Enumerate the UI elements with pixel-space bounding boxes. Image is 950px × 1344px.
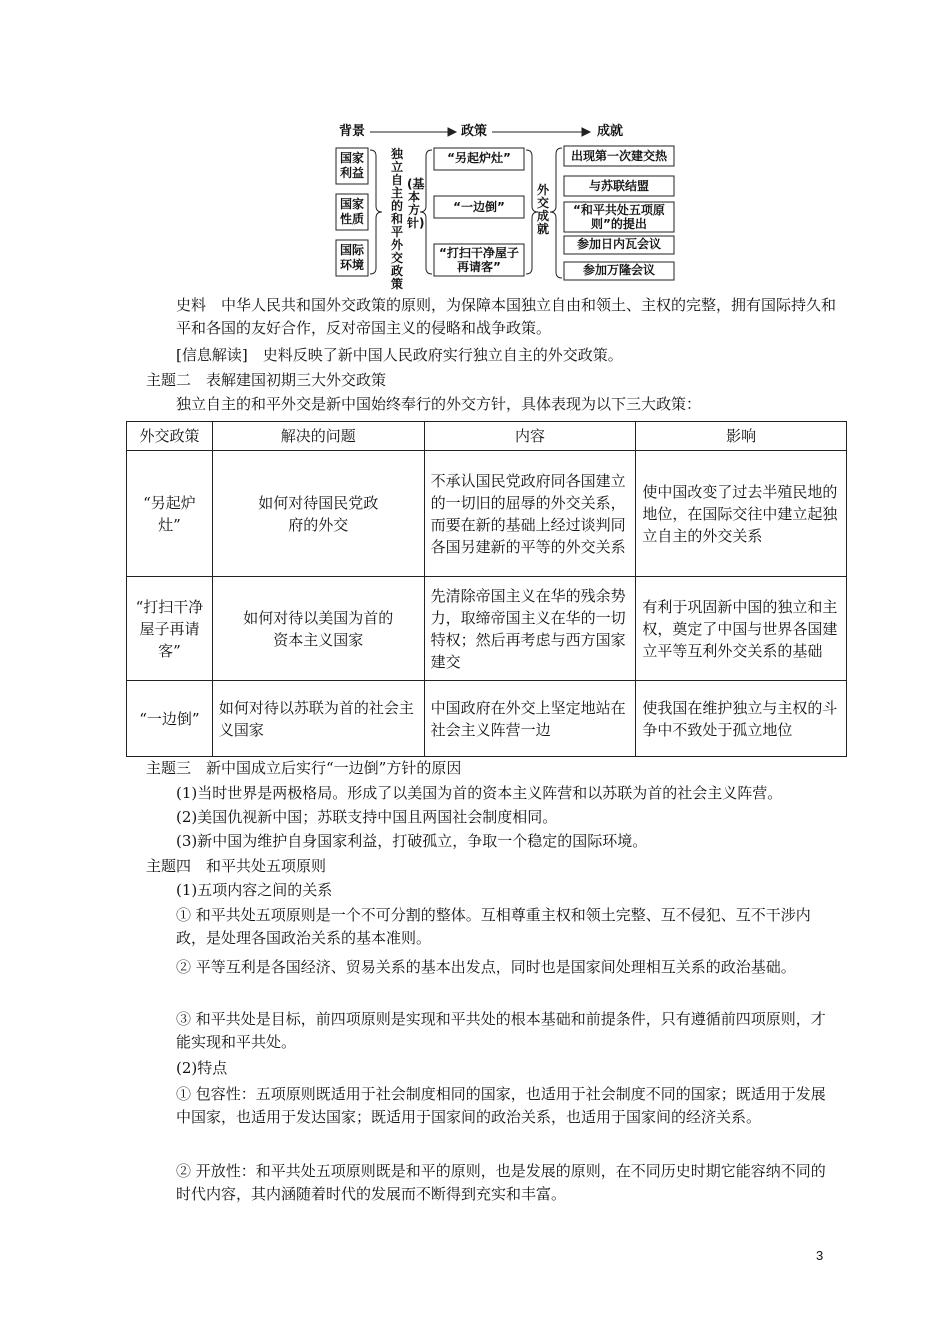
achievement-box-2: 与苏联结盟: [588, 179, 649, 193]
theme2-title: 主题二 表解建国初期三大外交政策: [146, 371, 387, 389]
page-number: 3: [816, 1248, 824, 1263]
policy-box-2: “一边倒”: [453, 200, 505, 214]
theme3-item-1: (1)当时世界是两极格局。形成了以美国为首的资本主义阵营和以苏联为首的社会主义阵营。: [176, 784, 783, 802]
col-header-policy: 外交政策: [127, 422, 213, 451]
cell-content: 中国政府在外交上坚定地站在社会主义阵营一边: [424, 681, 636, 757]
background-box-3: 国际环境: [339, 243, 364, 272]
col-header-impact: 影响: [636, 422, 847, 451]
cell-content: 先清除帝国主义在华的残余势力，取缔帝国主义在华的一切特权；然后再考虑与西方国家建交: [424, 577, 636, 681]
table-row: [127, 451, 847, 577]
diagram-header-background: 背景: [338, 124, 365, 139]
theme4-p4: ① 包容性：五项原则既适用于社会制度相同的国家，也适用于社会制度不同的国家；既适用于发展中国家，也适用于发达国家；既适用于国家间的政治关系，也适用于国家间的经济关系。: [176, 1085, 826, 1126]
theme3-item-3: (3)新中国为维护自身国家利益，打破孤立，争取一个稳定的国际环境。: [176, 832, 648, 850]
achievement-box-5: 参加万隆会议: [582, 263, 655, 277]
theme4-p2: ② 平等互利是各国经济、贸易关系的基本出发点，同时也是国家间处理相互关系的政治基础。: [176, 958, 796, 976]
cell-problem: 如何对待以苏联为首的社会主义国家: [212, 681, 424, 757]
theme3-title: 主题三 新中国成立后实行“一边倒”方针的原因: [146, 759, 462, 777]
theme4-sub1: (1)五项内容之间的关系: [176, 881, 333, 899]
source-text: 中华人民共和国外交政策的原则，为保障本国独立自由和领土、主权的完整，拥有国际持久和平和各国的友好合作，反对帝国主义的侵略和战争政策。: [176, 296, 837, 337]
interpretation-label: [信息解读]: [176, 346, 248, 364]
cell-policy: “另起炉灶”: [127, 451, 213, 577]
source-label: 史料: [176, 296, 207, 314]
diagram-header-achievement: 成就: [596, 124, 623, 139]
background-box-2: 国家性质: [339, 197, 364, 226]
principle-note: (基本方针): [407, 177, 425, 230]
theme3-item-2: (2)美国仇视新中国；苏联支持中国且两国社会制度相同。: [176, 808, 558, 826]
policy-diagram: [330, 122, 680, 291]
cell-impact: 使我国在维护独立与主权的斗争中不致处于孤立地位: [636, 681, 847, 757]
cell-problem: 如何对待以美国为首的资本主义国家: [212, 577, 424, 681]
table-row: [127, 577, 847, 681]
principle-label: 独立自主的和平外交政策: [390, 147, 403, 291]
achievement-label: 外交成就: [536, 183, 549, 236]
theme2-intro: 独立自主的和平外交是新中国始终奉行的外交方针，具体表现为以下三大政策：: [176, 395, 702, 413]
theme4-sub2: (2)特点: [176, 1059, 228, 1077]
interpretation-text: 史料反映了新中国人民政府实行独立自主的外交政策。: [262, 346, 623, 364]
achievement-box-4: 参加日内瓦会议: [576, 237, 661, 251]
theme4-title: 主题四 和平共处五项原则: [146, 857, 327, 875]
achievement-box-3: “和平共处五项原则”的提出: [573, 203, 665, 231]
source-paragraph: [176, 294, 840, 340]
theme4-p3: ③ 和平共处是目标，前四项原则是实现和平共处的根本基础和前提条件，只有遵循前四项原则，才能实现和平共处。: [176, 1010, 826, 1051]
cell-policy: “一边倒”: [127, 681, 213, 757]
cell-content: 不承认国民党政府同各国建立的一切旧的屈辱的外交关系，而要在新的基础上经过谈判同各国另建新的平等的外交关系: [424, 451, 636, 577]
policy-box-1: “另起炉灶”: [447, 151, 511, 165]
col-header-problem: 解决的问题: [212, 422, 424, 451]
theme4-p1: ① 和平共处五项原则是一个不可分割的整体。互相尊重主权和领土完整、互不侵犯、互不干涉内政，是处理各国政治关系的基本准则。: [176, 906, 811, 947]
col-header-content: 内容: [424, 422, 636, 451]
diagram-header-policy: 政策: [460, 124, 487, 139]
policy-box-3: “打扫干净屋子再请客”: [439, 246, 519, 274]
table-row: [127, 681, 847, 757]
achievement-box-1: 出现第一次建交热: [570, 149, 667, 163]
background-box-1: 国家利益: [339, 151, 364, 180]
policy-table: [126, 421, 847, 757]
table-header-row: [127, 422, 847, 451]
cell-problem: 如何对待国民党政府的外交: [212, 451, 424, 577]
theme4-p5: ② 开放性：和平共处五项原则既是和平的原则，也是发展的原则，在不同历史时期它能容纳不同的时代内容，其内涵随着时代的发展而不断得到充实和丰富。: [176, 1162, 826, 1203]
interpretation-paragraph: [176, 344, 840, 367]
cell-impact: 使中国改变了过去半殖民地的地位，在国际交往中建立起独立自主的外交关系: [636, 451, 847, 577]
cell-policy: “打扫干净屋子再请客”: [127, 577, 213, 681]
cell-impact: 有利于巩固新中国的独立和主权，奠定了中国与世界各国建立平等互利外交关系的基础: [636, 577, 847, 681]
